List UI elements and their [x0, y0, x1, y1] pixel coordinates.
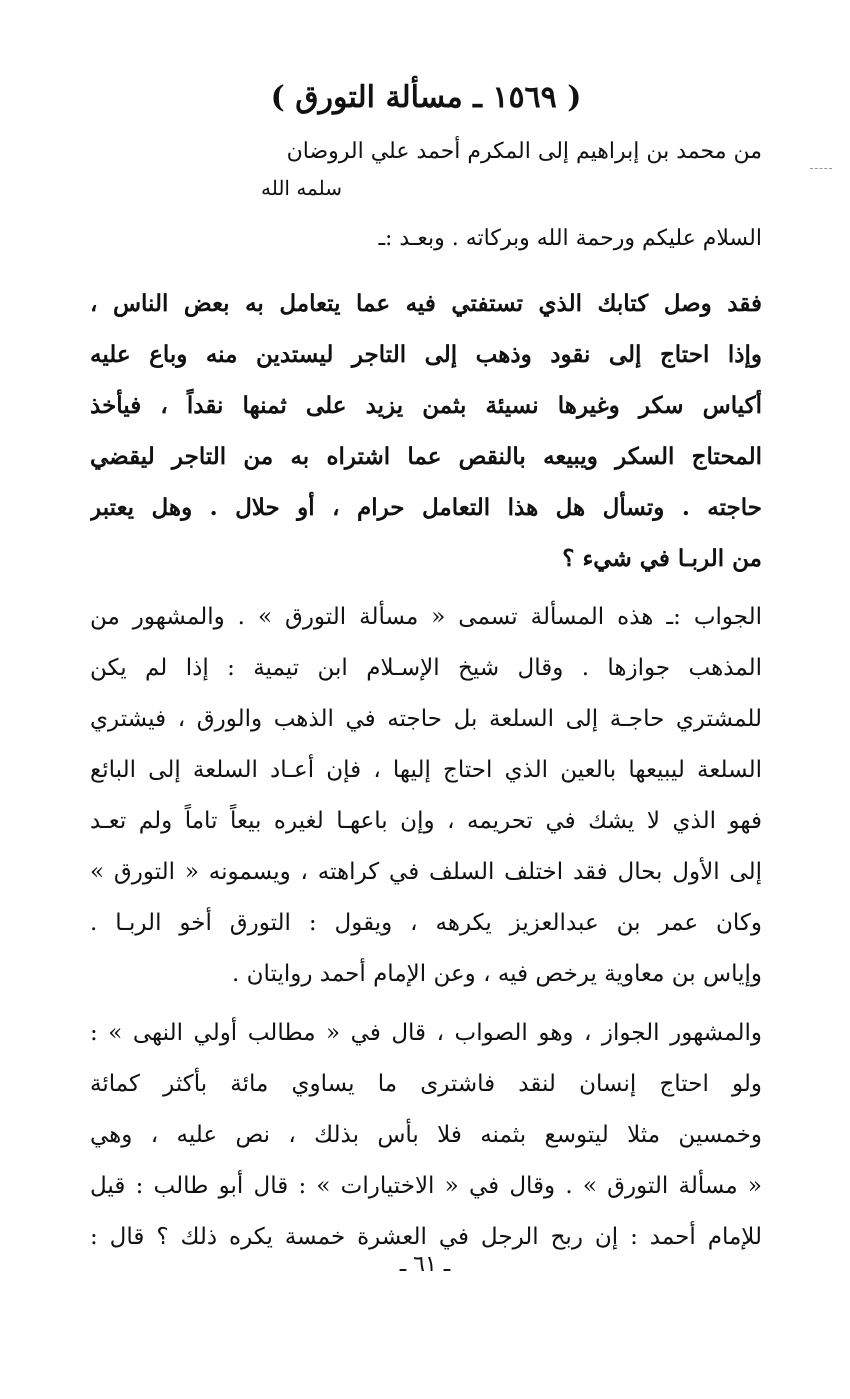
scan-mark [810, 168, 832, 171]
answer-line: الجواب :ـ هذه المسألة تسمى « مسألة التورق » . والمشهور من [90, 604, 762, 630]
final-line: للإمام أحمد : إن ربح الرجل في العشرة خمسة يكره ذلك ؟ قال : [90, 1224, 762, 1250]
question-paragraph [90, 278, 762, 584]
final-line: وخمسين مثلا ليتوسع بثمنه فلا بأس بذلك ، نص عليه ، وهي [90, 1122, 762, 1148]
question-line: من الربـا في شيء ؟ [562, 545, 762, 572]
answer-line: للمشتري حاجـة إلى السلعة بل حاجته في الذهب والورق ، فيشتري [90, 706, 762, 732]
answer-line: وكان عمر بن عبدالعزيز يكرهه ، ويقول : التورق أخو الربـا . [90, 910, 762, 936]
letter-blessing: سلمه الله [260, 176, 342, 200]
answer-line: وإياس بن معاوية يرخص فيه ، وعن الإمام أحمد روايتان . [232, 961, 762, 987]
answer-paragraph [90, 592, 762, 1000]
page-title: ( ١٥٦٩ ـ مسألة التورق ) [270, 80, 582, 115]
final-line: « مسألة التورق » . وقال في « الاختيارات » : قال أبو طالب : قيل [90, 1173, 762, 1199]
final-line: والمشهور الجواز ، وهو الصواب ، قال في « مطالب أولي النهى » : [90, 1020, 762, 1046]
question-line: المحتاج السكر ويبيعه بالنقص عما اشتراه به من التاجر ليقضي [90, 443, 762, 470]
question-line: أكياس سكر وغيرها نسيئة بثمن يزيد على ثمنها نقداً ، فيأخذ [90, 392, 762, 419]
question-line: حاجته . وتسأل هل هذا التعامل حرام ، أو حلال . وهل يعتبر [90, 494, 762, 521]
answer-line: المذهب جوازها . وقال شيخ الإسـلام ابن تيمية : إذا لم يكن [90, 655, 762, 681]
final-line: ولو احتاج إنسان لنقد فاشترى ما يساوي مائة بأكثر كمائة [90, 1071, 762, 1097]
question-line: وإذا احتاج إلى نقود وذهب إلى التاجر ليستدين منه وباع عليه [90, 341, 762, 368]
page-number: ـ ٦١ ـ [399, 1252, 451, 1277]
question-line: فقد وصل كتابك الذي تستفتي فيه عما يتعامل به بعض الناس ، [90, 290, 762, 317]
final-paragraph [90, 1008, 762, 1263]
answer-line: السلعة ليبيعها بالعين الذي احتاج إليها ، فإن أعـاد السلعة إلى البائع [90, 757, 762, 783]
salutation: السلام عليكم ورحمة الله وبركاته . وبعـد :ـ [378, 226, 762, 251]
answer-line: إلى الأول بحال فقد اختلف السلف في كراهته ، ويسمونه « التورق » [90, 859, 762, 885]
letter-from-line: من محمد بن إبراهيم إلى المكرم أحمد علي الروضان [286, 139, 762, 164]
answer-line: فهو الذي لا يشك في تحريمه ، وإن باعهـا لغيره بيعاً تاماً ولم تعـد [90, 808, 762, 834]
